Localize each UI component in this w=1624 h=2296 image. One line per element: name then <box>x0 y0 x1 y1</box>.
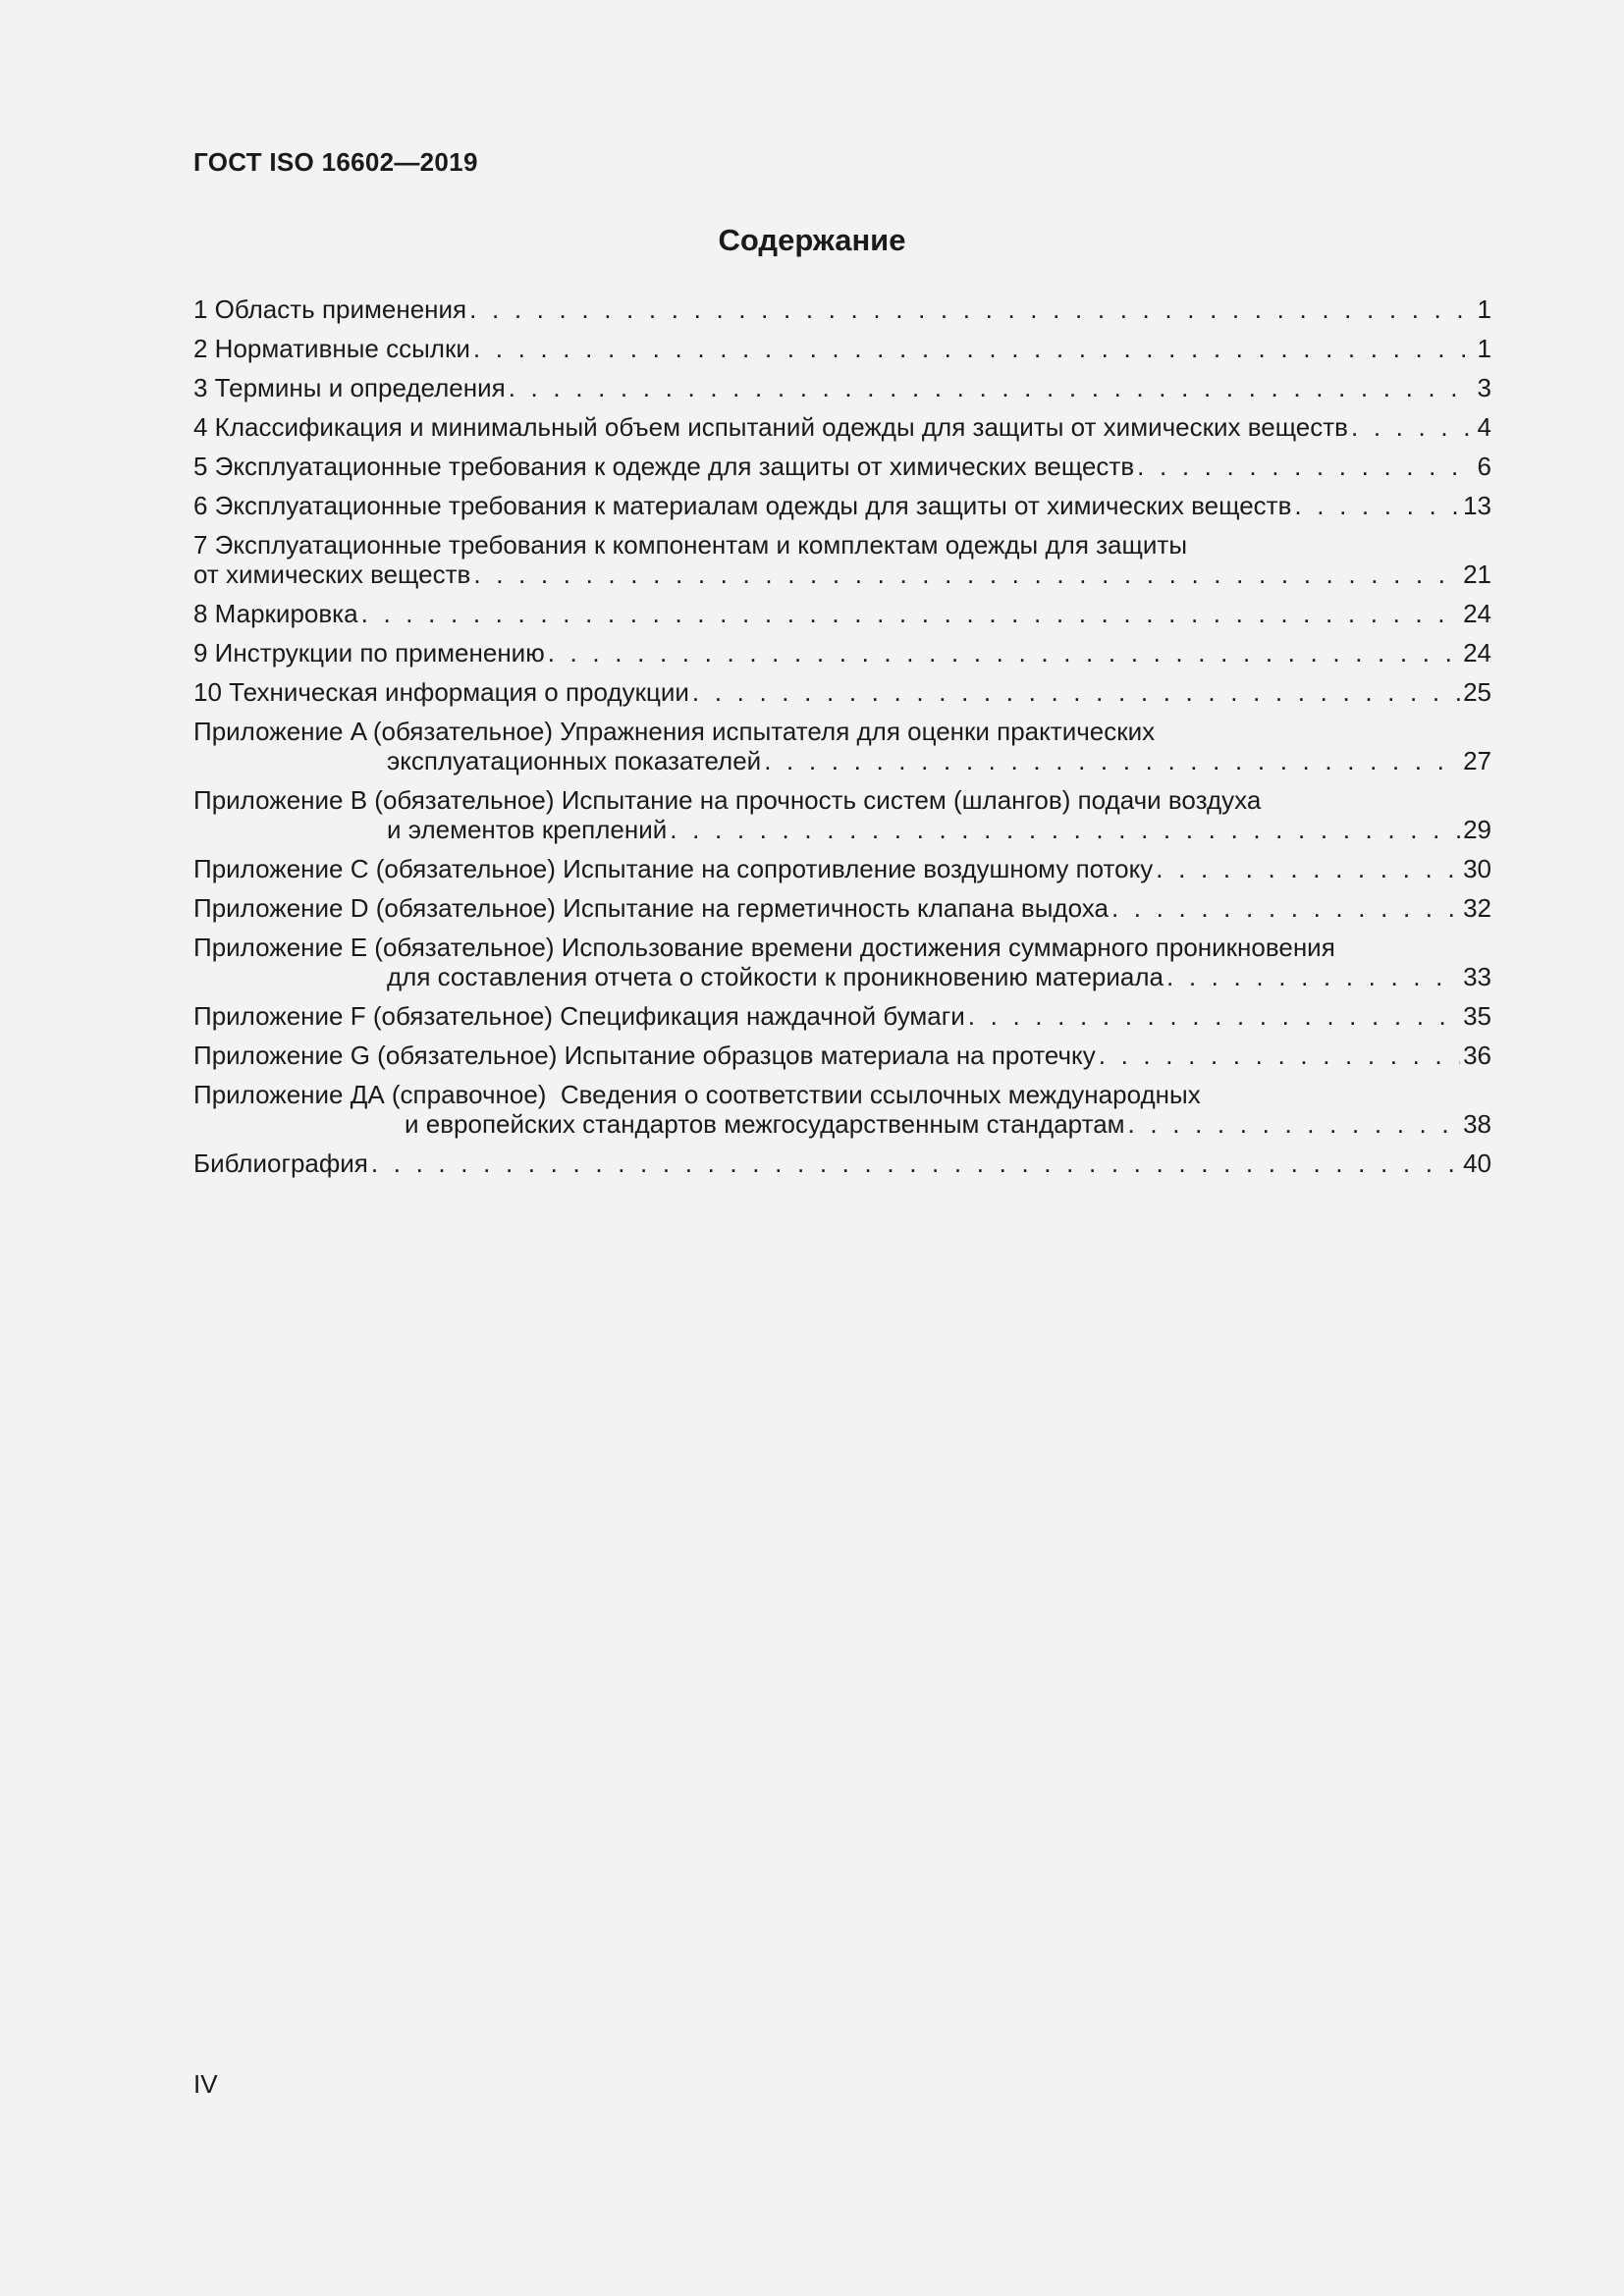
toc-entry-annex-g[interactable] <box>193 1041 1491 1070</box>
toc-entry-page: 1 <box>1477 294 1491 324</box>
toc-entry-annex-f[interactable] <box>193 1001 1491 1031</box>
toc-entry-technical-info[interactable] <box>193 677 1491 707</box>
toc-entry-label: 2 Нормативные ссылки <box>193 334 470 363</box>
dot-leader <box>473 334 1475 363</box>
toc-entry-label: Библиография <box>193 1148 368 1178</box>
toc-entry-page: 21 <box>1463 560 1491 589</box>
toc-entry-bibliography[interactable] <box>193 1148 1491 1178</box>
dot-leader <box>1294 491 1460 520</box>
toc-entry-label-continued: для составления отчета о стойкости к проникновению материала <box>387 962 1164 991</box>
toc-entry-annex-a[interactable] <box>193 717 1491 775</box>
toc-entry-page: 25 <box>1463 677 1491 707</box>
toc-entry-component-requirements[interactable] <box>193 530 1491 589</box>
dot-leader <box>1099 1041 1460 1070</box>
toc-entry-annex-e[interactable] <box>193 933 1491 991</box>
toc-entry-label-continued: эксплуатационных показателей <box>387 746 762 775</box>
toc-entry-scope[interactable] <box>193 294 1491 324</box>
toc-title: Содержание <box>718 223 906 257</box>
toc-entry-label: Приложение G (обязательное) Испытание образцов материала на протечку <box>193 1041 1096 1070</box>
dot-leader <box>670 815 1460 844</box>
page-number-footer: IV <box>193 2069 218 2099</box>
toc-entry-label: Приложение E (обязательное) Использование времени достижения суммарного проникновения <box>193 933 1335 962</box>
toc-entry-label: 6 Эксплуатационные требования к материалам одежды для защиты от химических веществ <box>193 491 1292 520</box>
dot-leader <box>764 746 1460 775</box>
toc-entry-label: 10 Техническая информация о продукции <box>193 677 689 707</box>
dot-leader <box>1128 1109 1461 1139</box>
toc-entry-page: 4 <box>1477 412 1491 442</box>
dot-leader <box>473 560 1460 589</box>
toc-entry-instructions[interactable] <box>193 638 1491 667</box>
toc-entry-page: 27 <box>1463 746 1491 775</box>
toc-entry-page: 24 <box>1463 599 1491 628</box>
dot-leader <box>1111 893 1460 923</box>
toc-entry-label: 4 Классификация и минимальный объем испытаний одежды для защиты от химических веществ <box>193 412 1348 442</box>
toc-entry-page: 13 <box>1463 491 1491 520</box>
toc-entry-normative-references[interactable] <box>193 334 1491 363</box>
toc-entry-annex-d[interactable] <box>193 893 1491 923</box>
dot-leader <box>548 638 1460 667</box>
toc-entry-label-continued: и элементов креплений <box>387 815 668 844</box>
toc-entry-page: 36 <box>1463 1041 1491 1070</box>
toc-entry-page: 3 <box>1477 373 1491 402</box>
document-id-header: ГОСТ ISO 16602—2019 <box>193 147 478 177</box>
dot-leader <box>371 1148 1460 1178</box>
dot-leader <box>509 373 1475 402</box>
toc-entry-label: Приложение C (обязательное) Испытание на сопротивление воздушному потоку <box>193 854 1154 883</box>
toc-entry-label: 5 Эксплуатационные требования к одежде для защиты от химических веществ <box>193 452 1135 481</box>
toc-entry-material-requirements[interactable] <box>193 491 1491 520</box>
toc-entry-page: 33 <box>1463 962 1491 991</box>
toc-entry-label: Приложение A (обязательное) Упражнения испытателя для оценки практических <box>193 717 1156 746</box>
toc-entry-label: Приложение B (обязательное) Испытание на прочность систем (шлангов) подачи воздуха <box>193 785 1262 815</box>
dot-leader <box>361 599 1460 628</box>
dot-leader <box>1156 854 1460 883</box>
dot-leader <box>469 294 1474 324</box>
dot-leader <box>1137 452 1474 481</box>
toc-entry-label: 3 Термины и определения <box>193 373 506 402</box>
toc-entry-label-continued: и европейских стандартов межгосударственным стандартам <box>405 1109 1125 1139</box>
toc-entry-page: 6 <box>1477 452 1491 481</box>
toc-entry-page: 38 <box>1463 1109 1491 1139</box>
toc-entry-marking[interactable] <box>193 599 1491 628</box>
toc-entry-page: 32 <box>1463 893 1491 923</box>
toc-entry-label: Приложение D (обязательное) Испытание на герметичность клапана выдоха <box>193 893 1109 923</box>
dot-leader <box>692 677 1460 707</box>
toc-entry-page: 35 <box>1463 1001 1491 1031</box>
toc-entry-annex-c[interactable] <box>193 854 1491 883</box>
toc-entry-page: 1 <box>1477 334 1491 363</box>
toc-entry-label: Приложение ДА (справочное) Сведения о соответствии ссылочных международных <box>193 1080 1201 1109</box>
toc-entry-annex-da[interactable] <box>193 1080 1491 1139</box>
toc-entry-label: 8 Маркировка <box>193 599 358 628</box>
dot-leader <box>1166 962 1460 991</box>
toc-entry-clothing-requirements[interactable] <box>193 452 1491 481</box>
toc-entry-page: 40 <box>1463 1148 1491 1178</box>
toc-entry-label: Приложение F (обязательное) Спецификация наждачной бумаги <box>193 1001 965 1031</box>
toc-entry-terms[interactable] <box>193 373 1491 402</box>
toc-entry-annex-b[interactable] <box>193 785 1491 844</box>
table-of-contents <box>193 294 1491 1188</box>
toc-entry-label-continued: от химических веществ <box>193 560 471 589</box>
toc-entry-label: 9 Инструкции по применению <box>193 638 545 667</box>
dot-leader <box>968 1001 1460 1031</box>
dot-leader <box>1351 412 1475 442</box>
toc-entry-page: 24 <box>1463 638 1491 667</box>
toc-entry-label: 1 Область применения <box>193 294 467 324</box>
toc-entry-classification[interactable] <box>193 412 1491 442</box>
toc-entry-page: 29 <box>1463 815 1491 844</box>
toc-entry-label: 7 Эксплуатационные требования к компонентам и комплектам одежды для защиты <box>193 530 1188 560</box>
toc-entry-page: 30 <box>1463 854 1491 883</box>
